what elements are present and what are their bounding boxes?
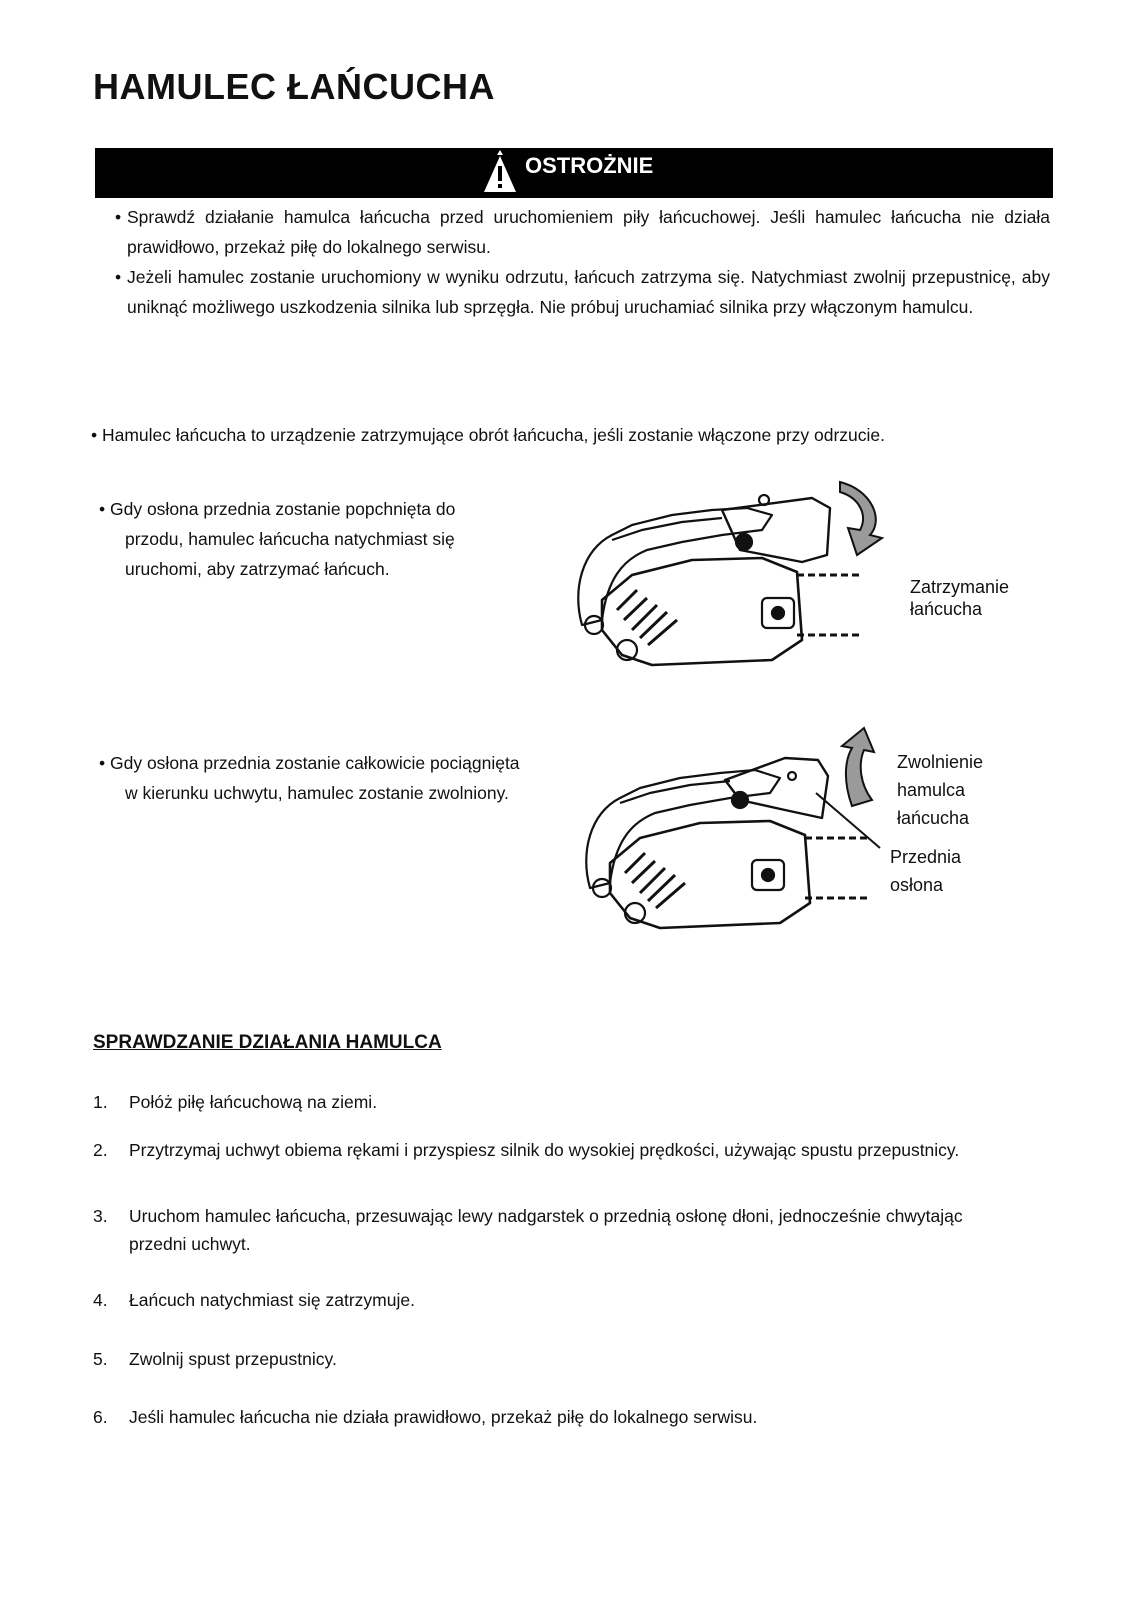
figure1-line: przodu, hamulec łańcucha natychmiast się bbox=[125, 529, 455, 549]
warning-triangle-icon bbox=[483, 150, 517, 194]
step-item bbox=[93, 1202, 1050, 1258]
figure2-label-line: łańcucha bbox=[897, 808, 970, 828]
intro-text: • Hamulec łańcucha to urządzenie zatrzymujące obrót łańcucha, jeśli zostanie włączone przy odrzucie. bbox=[91, 425, 886, 445]
figure1-line: • Gdy osłona przednia zostanie popchnięta do bbox=[99, 499, 456, 519]
step-text: Przytrzymaj uchwyt obiema rękami i przyspiesz silnik do wysokiej prędkości, używając spustu przepustnicy. bbox=[129, 1140, 960, 1160]
caution-item: • Sprawdź działanie hamulca łańcucha przed uruchomieniem piły łańcuchowej. Jeśli hamulec łańcucha nie działa prawidłowo, przekaż piłę do lokalnego serwisu. bbox=[115, 202, 1050, 262]
figure2-release-label bbox=[897, 748, 983, 832]
step-number: 3. bbox=[93, 1206, 108, 1226]
step-item bbox=[93, 1138, 1050, 1162]
step-number: 6. bbox=[93, 1407, 108, 1427]
step-number: 1. bbox=[93, 1092, 108, 1112]
step-item bbox=[93, 1345, 1050, 1373]
figure2-label-line: Przednia bbox=[890, 847, 962, 867]
step-text: Połóż piłę łańcuchową na ziemi. bbox=[129, 1092, 378, 1112]
section-title: SPRAWDZANIE DZIAŁANIA HAMULCA bbox=[93, 1032, 442, 1053]
step-item bbox=[93, 1403, 1050, 1431]
step-text: Uruchom hamulec łańcucha, przesuwając lewy nadgarstek o przednią osłonę dłoni, jednocześnie chwytając przedni uchwyt. bbox=[129, 1206, 963, 1254]
figure2-label-line: osłona bbox=[890, 875, 944, 895]
caution-banner bbox=[95, 148, 1053, 198]
figure1-label-line: Zatrzymanie bbox=[910, 577, 1010, 597]
figure2-label-line: Zwolnienie bbox=[897, 752, 984, 772]
caution-item: • Jeżeli hamulec zostanie uruchomiony w wyniku odrzutu, łańcuch zatrzyma się. Natychmiast zwolnij przepustnicę, aby uniknąć możliwego uszkodzenia silnika lub sprzęgła. Nie próbuj uruchamiać silnika przy włączonym hamulcu. bbox=[115, 262, 1050, 322]
figure2-label-line: hamulca bbox=[897, 780, 966, 800]
figure1-description bbox=[99, 494, 599, 584]
figure2-line: • Gdy osłona przednia zostanie całkowicie pociągnięta bbox=[99, 753, 520, 773]
figure1-line: uruchomi, aby zatrzymać łańcuch. bbox=[125, 559, 390, 579]
figure2-guard-label bbox=[890, 843, 961, 899]
step-text: Łańcuch natychmiast się zatrzymuje. bbox=[129, 1290, 415, 1310]
step-item bbox=[93, 1088, 1050, 1116]
caution-label: OSTROŻNIE bbox=[525, 153, 654, 178]
step-item bbox=[93, 1286, 1050, 1314]
step-number: 5. bbox=[93, 1349, 108, 1369]
figure2-line: w kierunku uchwytu, hamulec zostanie zwolniony. bbox=[125, 783, 509, 803]
page-title: HAMULEC ŁAŃCUCHA bbox=[93, 66, 495, 107]
figure1-label-line: łańcucha bbox=[910, 599, 983, 619]
step-text: Zwolnij spust przepustnicy. bbox=[129, 1349, 337, 1369]
chainsaw-brake-engaged-illustration bbox=[572, 480, 892, 680]
chainsaw-brake-released-illustration bbox=[580, 738, 900, 948]
step-number: 4. bbox=[93, 1290, 108, 1310]
figure1-label bbox=[910, 576, 1009, 620]
step-number: 2. bbox=[93, 1140, 108, 1160]
figure2-description bbox=[99, 748, 659, 808]
caution-list bbox=[115, 202, 1050, 322]
step-text: Jeśli hamulec łańcucha nie działa prawidłowo, przekaż piłę do lokalnego serwisu. bbox=[129, 1407, 758, 1427]
